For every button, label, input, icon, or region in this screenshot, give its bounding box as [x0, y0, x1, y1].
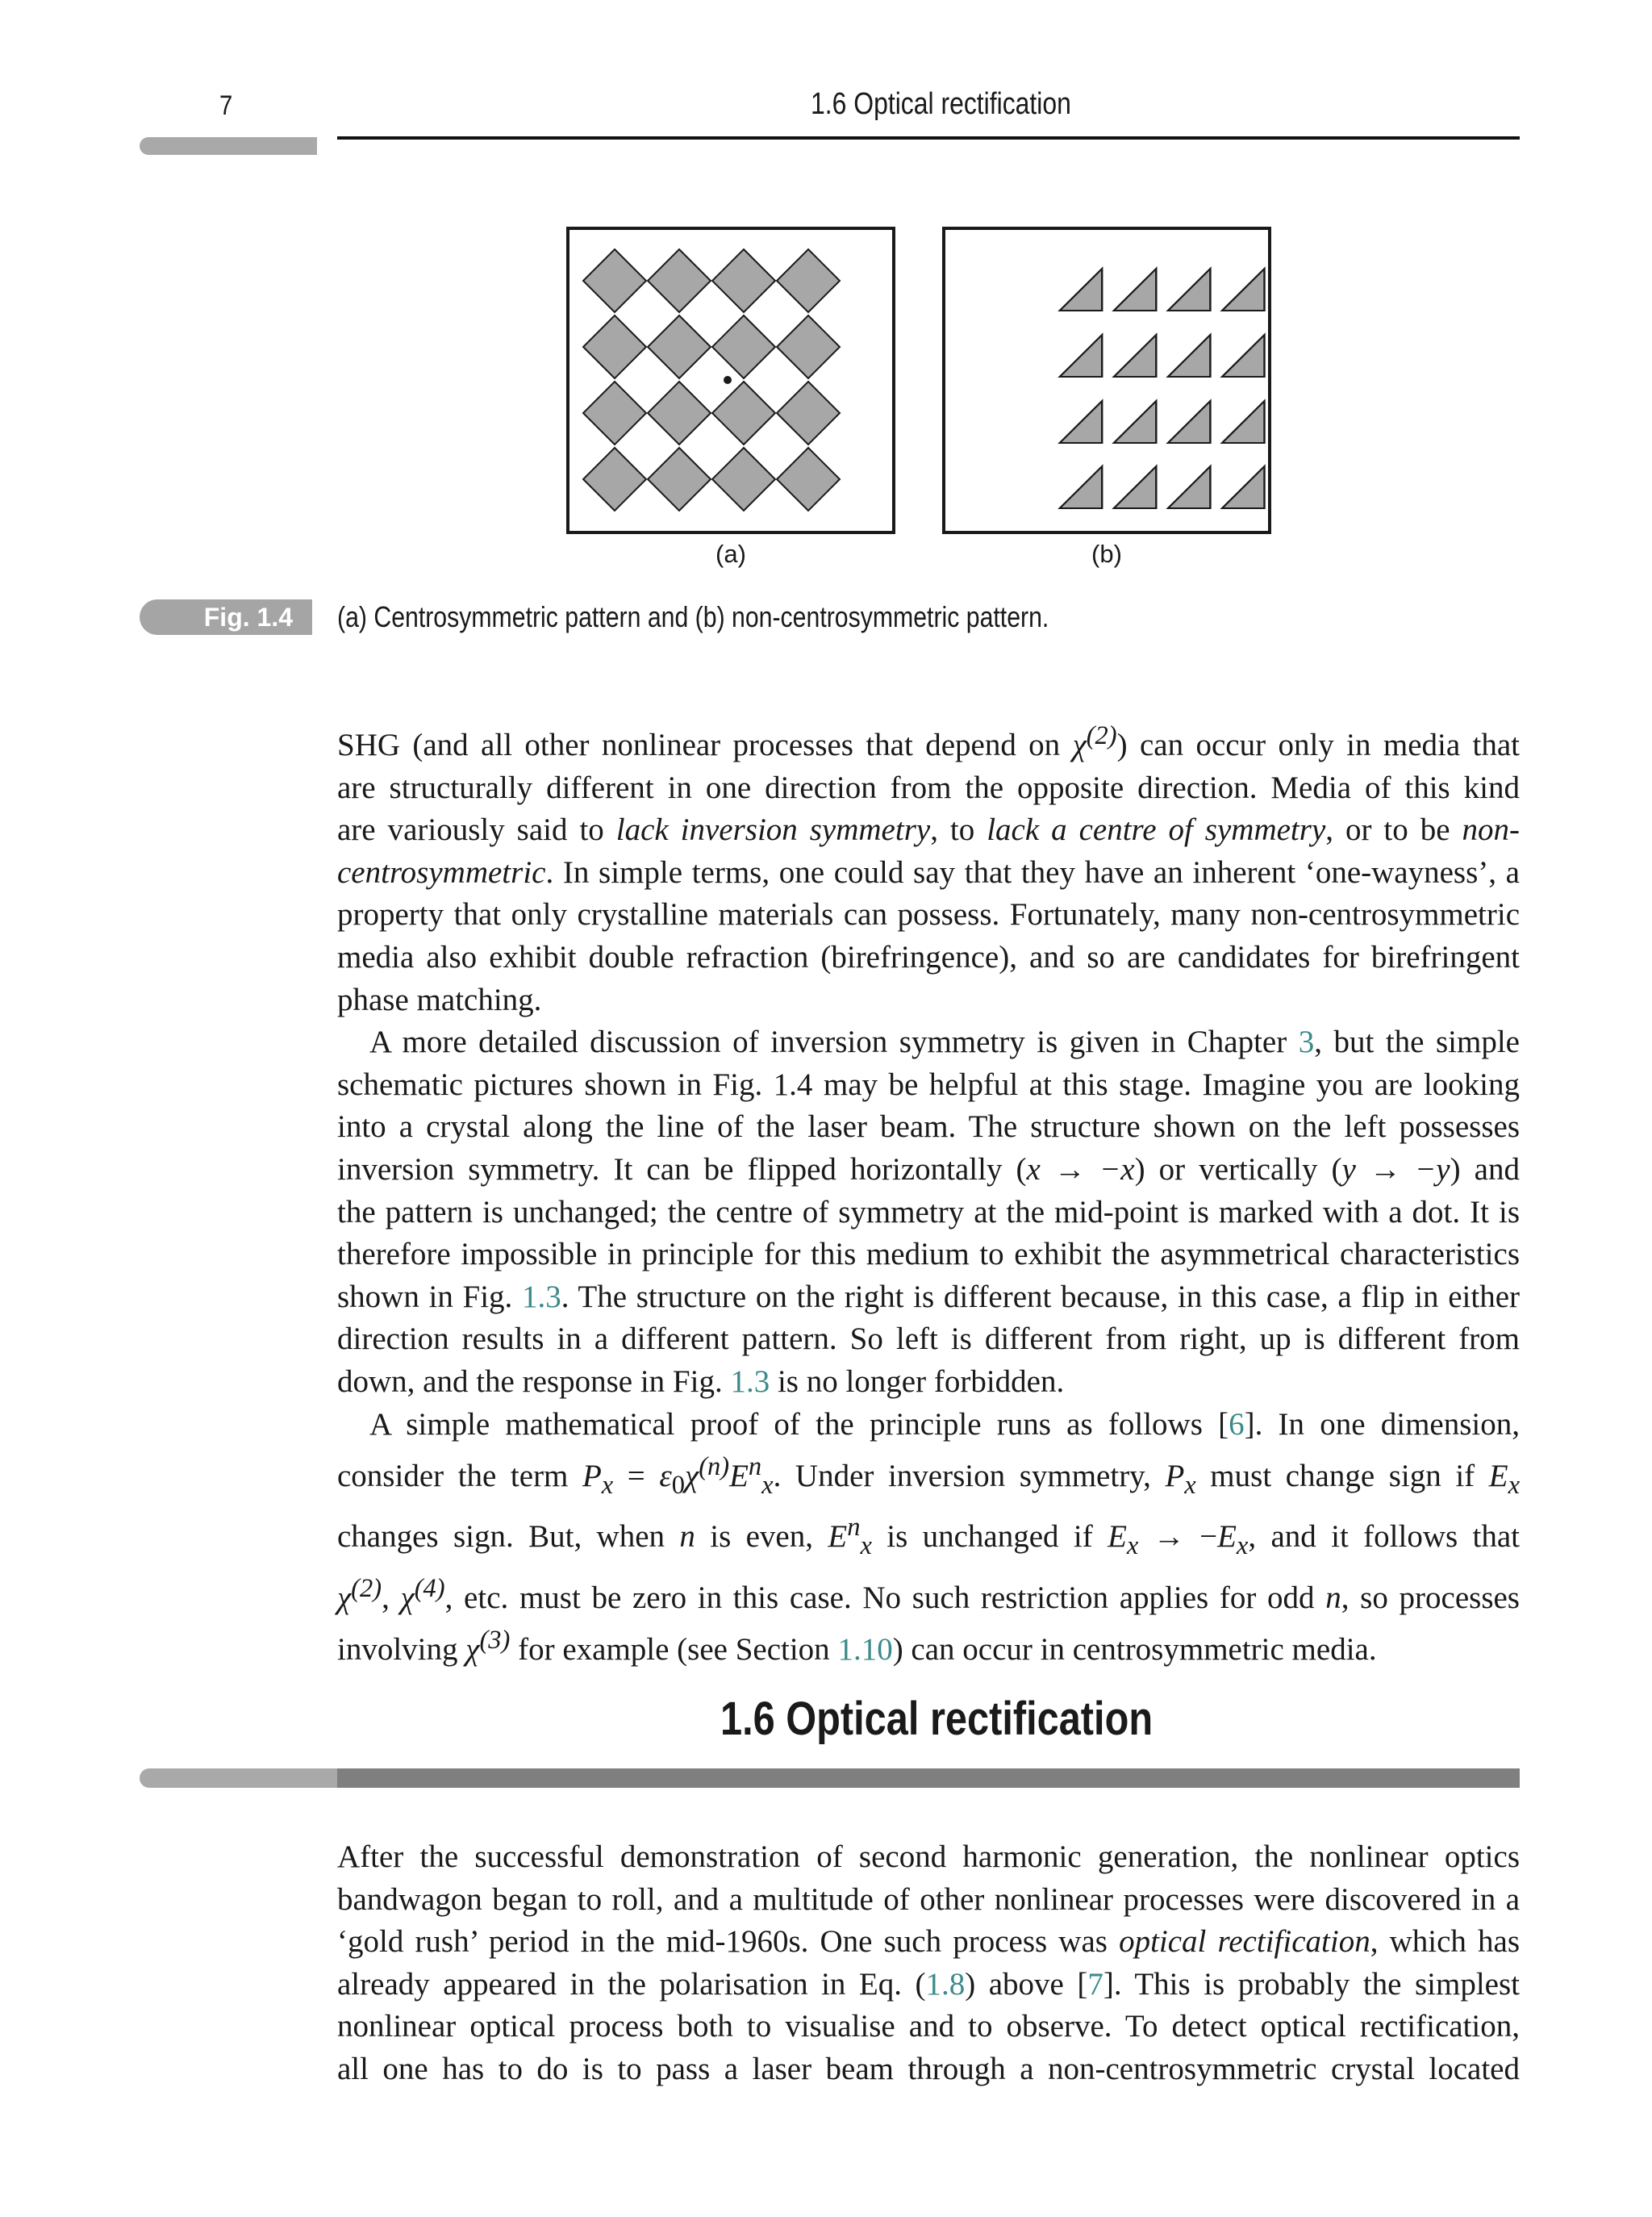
text-line: into a crystal along the line of the laser beam. The structure shown on the left possesses: [337, 1109, 1520, 1145]
math-var: ε: [659, 1459, 672, 1494]
superscript: (2): [351, 1573, 382, 1603]
text-run: is even,: [695, 1519, 828, 1555]
subscript: x: [1236, 1531, 1249, 1561]
math-var: E: [1108, 1519, 1127, 1555]
triangle-shape: [1114, 401, 1156, 443]
diamond-shape: [583, 315, 646, 378]
diamond-shape: [648, 249, 711, 312]
triangle-shape: [1114, 466, 1156, 508]
text-line: [337, 1276, 1520, 1319]
paragraph-2: [337, 1021, 1520, 1403]
header-tab: [140, 137, 317, 155]
diamond-shape: [777, 249, 840, 312]
paragraph-4: [337, 1836, 1520, 2091]
subscript: x: [601, 1470, 614, 1500]
chi-symbol: χ: [400, 1580, 415, 1615]
text-line: [337, 1506, 1520, 1567]
triangle-shape: [1060, 269, 1102, 311]
superscript: (n): [699, 1452, 730, 1482]
text-run: is no longer forbidden.: [770, 1363, 1065, 1399]
diamond-shape: [712, 448, 775, 511]
panel-a-label: (a): [715, 540, 746, 568]
text-run: ‘gold rush’ period in the mid-1960s. One such process was: [337, 1924, 1120, 1960]
text-line: nonlinear optical process both to visualise and to observe. To detect optical rectification,: [337, 2009, 1520, 2044]
math-op: =: [613, 1459, 660, 1494]
text-line: [337, 1446, 1520, 1506]
superscript: n: [748, 1452, 762, 1482]
text-run: ) and: [1450, 1151, 1520, 1187]
text-run: , etc. must be zero in this case. No such restriction applies for odd: [444, 1580, 1326, 1615]
text-line: media also exhibit double refraction (birefringence), and so are candidates for birefringent: [337, 939, 1520, 975]
text-line: After the successful demonstration of second harmonic generation, the nonlinear optics: [337, 1839, 1520, 1874]
diamond-shape: [648, 448, 711, 511]
math-inline: y → −y: [1341, 1151, 1450, 1187]
triangle-shape: [1168, 335, 1210, 377]
text-run: must change sign if: [1195, 1459, 1489, 1494]
text-line: are structurally different in one direction from the opposite direction. Media of this kind: [337, 770, 1520, 805]
superscript: (4): [414, 1573, 445, 1603]
chi-symbol: χ: [1072, 728, 1087, 762]
superscript: (3): [479, 1626, 511, 1655]
text-line: [337, 715, 1520, 767]
chapter-link[interactable]: 3: [1298, 1025, 1315, 1060]
text-run: , which has: [1370, 1924, 1520, 1960]
diamond-shape: [583, 249, 646, 312]
chi-symbol: χ: [685, 1459, 699, 1494]
diamond-shape: [712, 315, 775, 378]
running-head: 1.6 Optical rectification: [811, 87, 1071, 121]
text-run: . Under inversion symmetry,: [773, 1459, 1166, 1494]
chi-symbol: χ: [337, 1580, 352, 1615]
triangle-shape: [1060, 466, 1102, 508]
triangle-shape: [1222, 466, 1264, 508]
text-line: phase matching.: [337, 982, 542, 1017]
page-number: 7: [219, 90, 233, 121]
panel-a-diamonds: [583, 249, 840, 511]
math-inline: x → −x: [1026, 1151, 1135, 1187]
figure-svg: [565, 226, 1291, 581]
text-line: the pattern is unchanged; the centre of symmetry at the mid-point is marked with a dot. It is: [337, 1194, 1520, 1230]
reference-link[interactable]: 6: [1229, 1406, 1245, 1442]
text-run: changes sign. But, when: [337, 1519, 680, 1555]
figure-link[interactable]: 1.3: [521, 1279, 561, 1314]
math-var: E: [1217, 1519, 1237, 1555]
text-line: all one has to do is to pass a laser beam through a non-centrosymmetric crystal located: [337, 2051, 1520, 2086]
text-run: , and it follows that: [1248, 1519, 1520, 1555]
triangle-shape: [1168, 401, 1210, 443]
header-rule: [337, 136, 1520, 140]
triangle-shape: [1060, 401, 1102, 443]
emphasis: non-: [1462, 812, 1520, 848]
subscript: x: [761, 1470, 774, 1500]
paragraph-1: [337, 715, 1520, 1021]
emphasis: centrosymmetric: [337, 854, 546, 890]
diamond-shape: [648, 315, 711, 378]
text-line: [337, 809, 1520, 852]
subscript: x: [860, 1531, 872, 1561]
centre-of-symmetry-dot: [724, 376, 732, 384]
diamond-shape: [583, 382, 646, 445]
text-line: [337, 1021, 1520, 1064]
text-run: . The structure on the right is different because, in this case, a flip in either: [561, 1279, 1521, 1314]
figure-1-4: [565, 226, 1291, 581]
diamond-shape: [712, 249, 775, 312]
text-line: [337, 1149, 1520, 1192]
diamond-shape: [583, 448, 646, 511]
text-run: ,: [382, 1580, 401, 1615]
text-run: for example (see Section: [510, 1632, 838, 1668]
diamond-shape: [777, 382, 840, 445]
text-run: shown in Fig.: [337, 1279, 522, 1314]
text-run: ) or vertically (: [1134, 1151, 1342, 1187]
text-line: [337, 1619, 1520, 1672]
section-bar-tab: [140, 1768, 349, 1788]
emphasis: lack a centre of symmetry: [987, 812, 1326, 848]
subscript: x: [1184, 1470, 1196, 1500]
body-text-upper: [337, 715, 1520, 1672]
section-heading: 1.6 Optical rectification: [720, 1693, 1153, 1745]
text-line: [337, 852, 1520, 895]
triangle-shape: [1168, 269, 1210, 311]
text-run: is unchanged if: [871, 1519, 1108, 1555]
math-var: P: [1165, 1459, 1185, 1494]
text-run: , so processes: [1341, 1580, 1520, 1615]
math-var: n: [1325, 1580, 1341, 1615]
panel-b-triangles: [1060, 269, 1265, 508]
math-var: E: [828, 1519, 848, 1555]
text-run: . In simple terms, one could say that they have an inherent ‘one-wayness’, a: [545, 854, 1520, 890]
text-line: therefore impossible in principle for this medium to exhibit the asymmetrical characteristics: [337, 1237, 1520, 1272]
text-line: property that only crystalline materials can possess. Fortunately, many non-centrosymmetric: [337, 897, 1520, 933]
triangle-shape: [1114, 335, 1156, 377]
emphasis: lack inversion symmetry: [615, 812, 931, 848]
figure-tab: Fig. 1.4: [140, 599, 312, 635]
superscript: n: [847, 1513, 861, 1543]
text-run: ) can occur in centrosymmetric media.: [892, 1632, 1377, 1668]
chi-symbol: χ: [465, 1632, 480, 1668]
equation-link[interactable]: 1.8: [925, 1966, 966, 2002]
body-text-lower: [337, 1836, 1520, 2091]
diamond-shape: [648, 382, 711, 445]
section-bar: [337, 1768, 1520, 1788]
panel-b-frame: [944, 228, 1270, 532]
text-run: are variously said to: [337, 812, 616, 848]
text-run: down, and the response in Fig.: [337, 1363, 731, 1399]
triangle-shape: [1114, 269, 1156, 311]
math-var: E: [1488, 1459, 1508, 1494]
text-run: ) above [: [965, 1966, 1088, 2002]
superscript: (2): [1086, 721, 1117, 750]
text-line: direction results in a different pattern. So left is different from right, up is different from: [337, 1321, 1520, 1357]
text-run: ) can occur only in media that: [1116, 728, 1520, 762]
math-var: P: [582, 1459, 602, 1494]
text-line: [337, 1964, 1520, 2006]
diamond-shape: [712, 382, 775, 445]
text-run: , to: [930, 812, 987, 848]
figure-caption: (a) Centrosymmetric pattern and (b) non-centrosymmetric pattern.: [337, 600, 1049, 633]
text-run: consider the term: [337, 1459, 582, 1494]
text-run: SHG (and all other nonlinear processes that depend on: [337, 728, 1073, 762]
text-run: inversion symmetry. It can be flipped horizontally (: [337, 1151, 1027, 1187]
diamond-shape: [777, 448, 840, 511]
text-run: , but the simple: [1314, 1025, 1520, 1060]
text-run: A simple mathematical proof of the principle runs as follows [: [369, 1406, 1229, 1442]
subscript: x: [1126, 1531, 1139, 1561]
text-line: [337, 1361, 1520, 1404]
triangle-shape: [1168, 466, 1210, 508]
text-line: [337, 1404, 1520, 1447]
diamond-shape: [777, 315, 840, 378]
text-run: A more detailed discussion of inversion symmetry is given in Chapter: [369, 1025, 1299, 1060]
text-run: ]. In one dimension,: [1244, 1406, 1520, 1442]
paragraph-3: [337, 1404, 1520, 1672]
figure-link[interactable]: 1.3: [730, 1363, 770, 1399]
text-run: already appeared in the polarisation in Eq. (: [337, 1966, 926, 2002]
math-var: E: [729, 1459, 749, 1494]
text-run: , or to be: [1325, 812, 1462, 848]
math-var: n: [679, 1519, 695, 1555]
text-run: involving: [337, 1632, 466, 1668]
emphasis: optical rectification: [1119, 1924, 1370, 1960]
text-line: bandwagon began to roll, and a multitude of other nonlinear processes were discovered in a: [337, 1881, 1520, 1917]
triangle-shape: [1060, 335, 1102, 377]
math-op: → −: [1138, 1519, 1218, 1555]
text-line: [337, 1568, 1520, 1620]
triangle-shape: [1222, 401, 1264, 443]
triangle-shape: [1222, 335, 1264, 377]
triangle-shape: [1222, 269, 1264, 311]
text-line: schematic pictures shown in Fig. 1.4 may be helpful at this stage. Imagine you are looking: [337, 1067, 1520, 1102]
text-run: ]. This is probably the simplest: [1103, 1966, 1520, 2002]
panel-b-label: (b): [1091, 540, 1122, 568]
section-link[interactable]: 1.10: [837, 1632, 893, 1668]
reference-link[interactable]: 7: [1087, 1966, 1103, 2002]
subscript: 0: [671, 1470, 686, 1500]
subscript: x: [1508, 1470, 1520, 1500]
text-line: [337, 1921, 1520, 1964]
